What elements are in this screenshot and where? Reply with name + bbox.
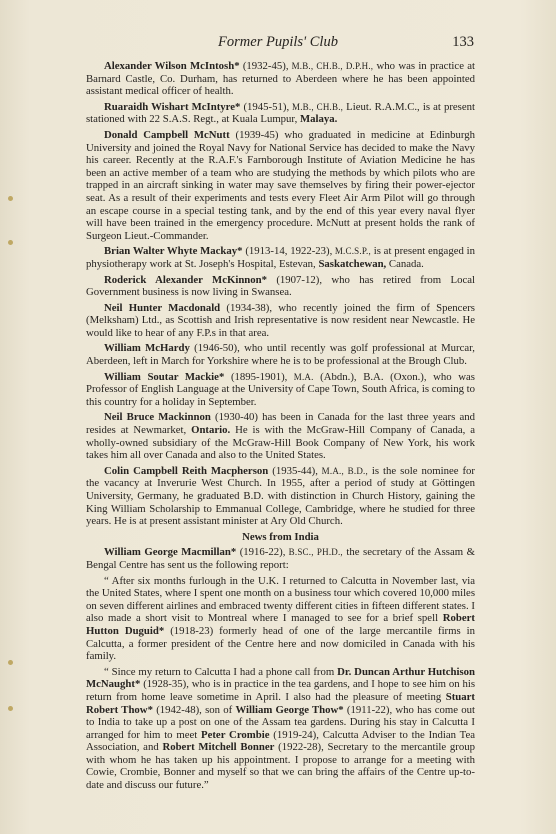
entry-text: is the sole nominee for the vacancy at Inverurie West Church. In 1955, after a period of study at Göttingen University, Germany, he graduated B.D. with distinction in Church History, gaining the King William Scholarship to Emmanual College, Cambridge, where he studied for three years. He is at present assistant minister at Ary Old Church. — [86, 464, 476, 528]
person-name: Peter Crombie — [201, 728, 270, 741]
entry-text: who until recently was golf professional at Murcar, Aberdeen, left in March for Yorkshire where he is to be professional at the Brough Club. — [86, 342, 475, 368]
entry-text: who graduated in medicine at Edinburgh University and joined the Royal Navy for National Service has decided to make the Navy his career. Recently at the R.A.F.'s Farnborough Institute of Aviation Medicine he has been an active member of a team who are studying the methods by which pilots who are trapped in an aircraft sinking in water may save themselves by firing their power-ejector seat. As a result of their experiments and tests every Fleet Air Arm Pilot will go through an escape course in a special testing tank, and by the end of this year every naval flyer will have been trained in the emergency procedure. McNutt at present holds the rank of Surgeon Lieut.-Commander. — [86, 128, 475, 242]
person-name: Roderick Alexander McKinnon* — [104, 273, 268, 286]
person-dates: (1934-38), — [220, 301, 273, 314]
person-name: Brian Walter Whyte Mackay* — [104, 245, 243, 258]
person-name: Alexander Wilson McIntosh* — [104, 60, 240, 72]
person-dates: (1946-50), — [189, 342, 240, 355]
person-degrees: M.A. — [287, 371, 314, 382]
person-name: William Soutar Mackie* — [104, 370, 225, 383]
person-name: William George Macmillan* — [104, 546, 237, 559]
person-degrees: M.A., B.D., — [317, 465, 368, 476]
margin-mark — [8, 660, 13, 665]
entry — [86, 411, 475, 461]
entry-text: Canada. — [386, 257, 424, 270]
entry — [86, 101, 475, 126]
report-text: (1919-24), Calcutta Adviser to the Indian Tea Association, and — [86, 728, 475, 754]
person-dates: (1939-45) — [229, 128, 279, 141]
person-dates: (1935-44), — [268, 464, 318, 477]
entry-text: who has retired from Local Government business is now living in Swansea. — [86, 273, 475, 299]
entry — [86, 465, 475, 528]
person-name: Dr. Duncan Arthur Hutchison McNaught* — [86, 665, 475, 691]
person-degrees: B.SC., PH.D., — [285, 547, 343, 558]
running-title: Former Pupils' Club — [218, 34, 338, 50]
section-intro — [86, 546, 475, 571]
report-paragraph — [86, 666, 475, 792]
entry-text: has been in Canada for the last three years and resides at Newmarket, — [86, 411, 475, 437]
place-name: Ontario. — [191, 424, 231, 437]
report-text: (1922-28), Secretary to the mercantile group with whom he has taken up his appointment. I propose to arrange for a meeting with Cowie, Crombie, Bonner and myself so that we can bring the affairs of the Centre up-to-date and discuss our future.” — [86, 741, 476, 792]
entry-text: Lieut. R.A.M.C., is at present stationed with 22 S.A.S. Regt., at Kuala Lumpur, — [86, 100, 475, 126]
page-body — [86, 60, 475, 795]
entry-text: is at present engaged in physiotherapy work at St. Joseph's Hospital, Estevan, — [86, 245, 475, 270]
person-dates: (1907-12), — [267, 273, 323, 286]
person-dates: (1945-51), — [240, 100, 290, 113]
entry-list — [86, 60, 475, 528]
report-text: (1911-22), who has come out to India to take up a post on one of the Assam tea gardens. During his stay in Calcutta I arranged for him to meet — [86, 703, 475, 741]
report-paragraph — [86, 575, 475, 663]
person-name: Colin Campbell Reith Macpherson — [104, 464, 269, 477]
person-name: Ruaraidh Wishart McIntyre* — [104, 100, 241, 113]
place-name: Malaya. — [299, 113, 338, 126]
entry — [86, 60, 475, 98]
report-text: (1928-35), who is in practice in the tea gardens, and I hope to see him on his return from home leave sometime in April. I also had the pleasure of meeting — [86, 678, 475, 703]
person-name: William McHardy — [104, 342, 190, 355]
place-name: Saskatchewan, — [318, 257, 387, 270]
entry — [86, 342, 475, 367]
person-degrees: M.B., CH.B., D.P.H., — [288, 61, 374, 71]
person-name: Donald Campbell McNutt — [104, 128, 230, 141]
report-text: “ After six months furlough in the U.K. I returned to Calcutta in November last, via the United States, where I spent one month on a business tour which covered 10,000 miles on seven different airlines and embraced twenty different cities in fifteen different states. I also made a short visit to Montreal where I managed to see for a brief spell — [86, 574, 476, 625]
entry — [86, 371, 475, 409]
section-heading: News from India — [242, 530, 319, 543]
report-text: (1942-48), son of — [152, 703, 236, 716]
person-name: Stuart Robert Thow* — [86, 690, 475, 716]
person-dates: (1930-40) — [210, 411, 258, 424]
report-text: (1918-23) formerly head of one of the large mercantile firms in Calcutta, a former president of the Centre here and now domiciled in Canada with his family. — [86, 624, 475, 663]
margin-mark — [8, 706, 13, 711]
person-dates: (1895-1901), — [224, 370, 288, 383]
person-name: Neil Hunter Macdonald — [104, 301, 221, 314]
person-dates: (1916-22), — [236, 546, 286, 559]
entry — [86, 129, 475, 242]
entry-text: (Abdn.), B.A. (Oxon.), who was Professor of English Language at the University of Cape Town, South Africa, is coming to this country for a holiday in September. — [86, 370, 475, 408]
person-degrees: M.C.S.P., — [332, 246, 371, 257]
entry-text: the secretary of the Assam & Bengal Centre has sent us the following report: — [86, 546, 475, 571]
report-text: “ Since my return to Calcutta I had a phone call from — [104, 665, 338, 678]
entry-text: He is with the McGraw-Hill Company of Canada, a wholly-owned subsidiary of the McGraw-Hill Book Company of New York, his work takes him all over Canada and also to the United States. — [86, 424, 475, 462]
person-dates: (1932-45), — [239, 60, 289, 72]
entry — [86, 245, 475, 270]
page-number: 133 — [452, 34, 474, 50]
entry-text: who was in practice at Barnard Castle, Co. Durham, has returned to Aberdeen where he has been appointed assistant medical officer of health. — [86, 60, 475, 98]
entry-text: who recently joined the firm of Spencers (Melksham) Ltd., as Scottish and Irish representative is now resident near Newcastle. He would like to hear of any F.P.s in that area. — [86, 301, 475, 339]
entry — [86, 274, 475, 299]
margin-mark — [8, 240, 13, 245]
margin-mark — [8, 196, 13, 201]
person-name: Robert Hutton Duguid* — [86, 612, 475, 637]
person-name: Robert Mitchell Bonner — [162, 741, 275, 754]
entry — [86, 302, 475, 340]
person-name: William George Thow* — [235, 703, 344, 716]
page-header — [0, 34, 556, 52]
person-name: Neil Bruce Mackinnon — [104, 411, 211, 424]
person-dates: (1913-14, 1922-23), — [242, 245, 333, 258]
person-degrees: M.B., CH.B., — [289, 101, 344, 112]
